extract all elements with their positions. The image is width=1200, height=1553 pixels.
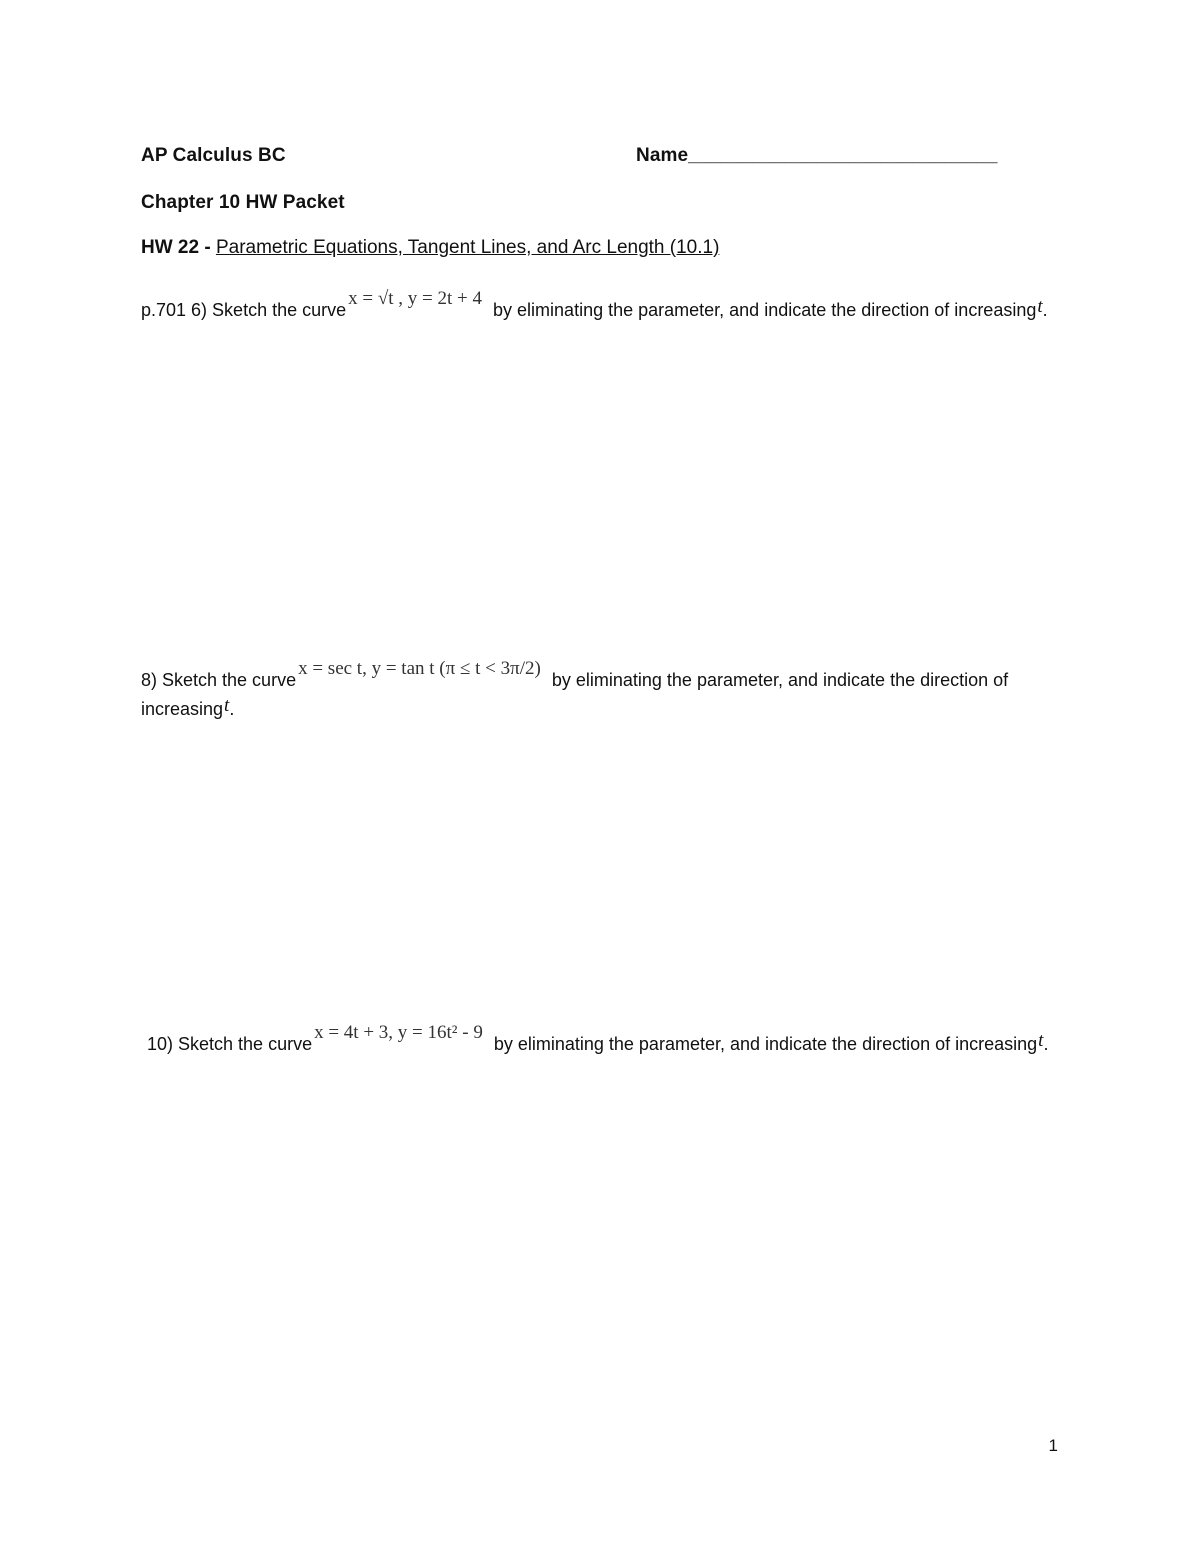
problem-8-equation: x = sec t, y = tan t (π ≤ t < 3π/2) <box>298 658 541 679</box>
problem-8-end: . <box>229 699 235 719</box>
problem-8 <box>141 658 1061 724</box>
problem-6-equation: x = √t , y = 2t + 4 <box>348 288 483 309</box>
problem-6-instruction: by eliminating the parameter, and indicate the direction of increasing <box>493 300 1037 320</box>
problem-10-instruction: by eliminating the parameter, and indicate the direction of increasing <box>493 1034 1038 1054</box>
problem-8-prefix: 8) Sketch the curve <box>141 670 297 690</box>
problem-10-equation: x = 4t + 3, y = 16t² - 9 <box>314 1022 483 1043</box>
homework-number: HW 22 - <box>141 237 216 258</box>
problem-6-end: . <box>1042 300 1048 320</box>
problem-6 <box>141 288 1061 325</box>
chapter-title: Chapter 10 HW Packet <box>141 192 345 213</box>
problem-6-variable: t <box>1037 296 1043 317</box>
problem-10-prefix: 10) Sketch the curve <box>147 1034 313 1054</box>
homework-topic: Parametric Equations, Tangent Lines, and Arc Length (10.1) <box>215 237 720 258</box>
problem-10 <box>141 1022 1061 1059</box>
problem-8-variable: t <box>224 695 230 716</box>
homework-heading <box>141 237 719 259</box>
course-title: AP Calculus BC <box>141 145 286 166</box>
problem-10-end: . <box>1043 1034 1049 1054</box>
name-field-label: Name_____________________________ <box>636 145 998 166</box>
problem-6-prefix: p.701 6) Sketch the curve <box>141 300 347 320</box>
page-number: 1 <box>1048 1436 1058 1455</box>
problem-8-instruction: by eliminating the parameter, and indicate the direction of increasing <box>141 670 1009 719</box>
problem-10-variable: t <box>1038 1030 1044 1051</box>
